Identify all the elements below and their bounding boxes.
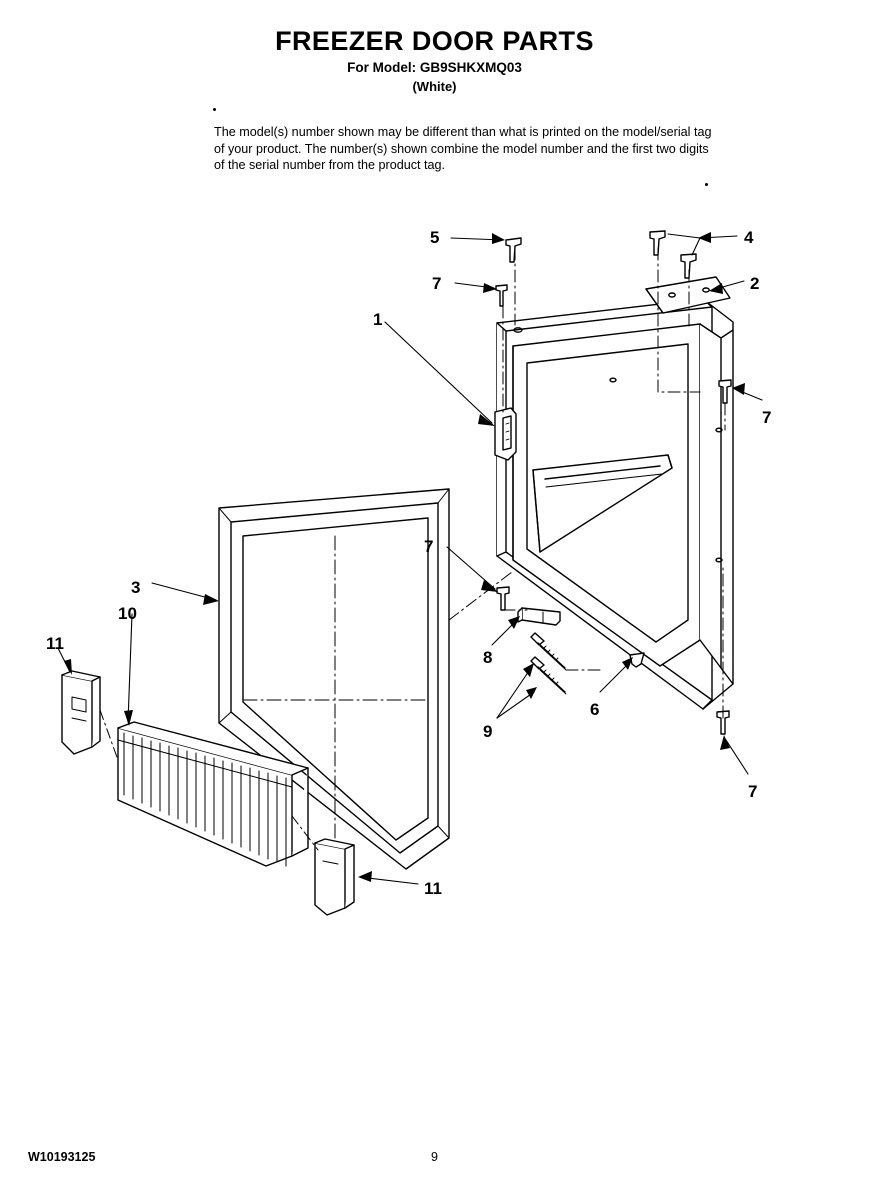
model-label: For Model: [347,60,417,75]
document-number: W10193125 [28,1150,96,1164]
page-number: 9 [431,1150,438,1164]
callout-11-bottom: 11 [424,879,442,898]
callout-9: 9 [483,722,493,741]
stray-mark-right [705,183,708,186]
callout-7-bottom-right: 7 [748,782,758,801]
callout-2: 2 [750,274,760,293]
callout-11-left: 11 [46,634,64,653]
page-title: FREEZER DOOR PARTS [275,26,594,56]
callout-10: 10 [118,604,137,623]
callout-5: 5 [430,228,440,247]
callout-6: 6 [590,700,600,719]
callout-7-middle: 7 [424,537,434,556]
callout-7-top-left: 7 [432,274,442,293]
callout-1: 1 [373,310,383,329]
callout-3: 3 [131,578,141,597]
stray-mark-top [213,108,216,111]
callout-7-right-upper: 7 [762,408,772,427]
callout-8: 8 [483,648,493,667]
callout-4: 4 [744,228,754,247]
model-color: (White) [412,79,457,94]
model-note: The model(s) number shown may be different than what is printed on the model/serial tag of your product. The number(s) shown combine the model number and the first two digits of the serial number from the product tag. [214,125,712,173]
model-number: GB9SHKXMQ03 [419,60,522,75]
